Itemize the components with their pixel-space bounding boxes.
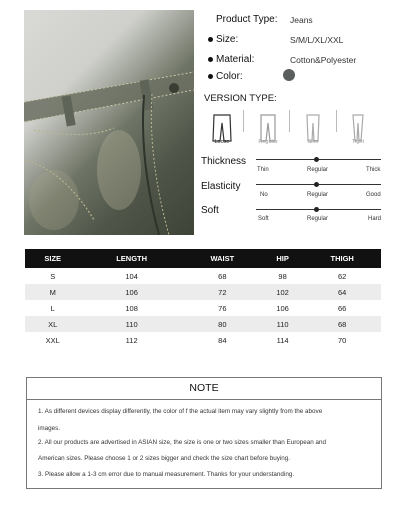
note-box: [26, 377, 382, 489]
table-row: [25, 284, 381, 300]
size-chart-header-row: [25, 249, 381, 268]
table-cell: 70: [338, 335, 347, 345]
material-label: Material:: [216, 54, 255, 65]
table-cell: 106: [80, 284, 183, 300]
version-divider: [336, 110, 337, 132]
note-line: American sizes. Please choose 1 or 2 sizes bigger and check the size chart before buying.: [38, 455, 291, 462]
size-chart-table: [25, 249, 381, 348]
table-cell: XL: [25, 316, 80, 332]
thickness-label: Thickness: [201, 156, 247, 167]
column-header-size: SIZE: [25, 249, 80, 268]
thickness-marker: [314, 157, 319, 162]
version-divider: [243, 110, 244, 132]
table-cell: 104: [125, 271, 138, 281]
note-line: 1. As different devices display differently, the color of f the actual item may vary slightly from the above: [38, 408, 323, 415]
table-cell: 76: [218, 303, 227, 313]
table-cell: 106: [276, 303, 289, 313]
version-label-regular: Regular: [258, 139, 278, 145]
elasticity-label: Elasticity: [201, 181, 241, 192]
table-cell: XXL: [45, 335, 60, 345]
table-cell: 68: [303, 316, 381, 332]
color-label: Color:: [216, 71, 243, 82]
soft-marker: [314, 207, 319, 212]
table-row: [25, 300, 381, 316]
version-divider: [289, 110, 290, 132]
version-label-tight: Tight: [351, 139, 365, 145]
table-row: [25, 332, 381, 348]
table-cell: 80: [183, 316, 262, 332]
table-cell: 72: [183, 284, 262, 300]
column-header-waist: WAIST: [183, 249, 262, 268]
table-cell: 110: [80, 316, 183, 332]
table-cell: 64: [303, 284, 381, 300]
elasticity-marker: [314, 182, 319, 187]
table-cell: 68: [218, 271, 227, 281]
table-row: [25, 268, 381, 284]
size-label: Size:: [216, 34, 239, 45]
note-line: images.: [38, 425, 61, 432]
version-label-slim: Slim: [307, 139, 319, 145]
elasticity-option-mid: Regular: [307, 192, 329, 198]
table-cell: L: [50, 303, 55, 313]
table-cell: 110: [262, 316, 304, 332]
column-header-length: LENGTH: [80, 249, 183, 268]
table-cell: 84: [218, 335, 227, 345]
table-cell: M: [25, 284, 80, 300]
bullet-icon: [208, 57, 213, 62]
thickness-option-mid: Regular: [307, 167, 329, 173]
note-title: NOTE: [27, 378, 381, 400]
note-line: 2. All our products are advertised in ASIAN size, the size is one or two sizes smaller than European and: [38, 439, 327, 446]
table-cell: 66: [338, 303, 347, 313]
material-value: Cotton&Polyester: [290, 55, 357, 65]
soft-option-low: Soft: [258, 216, 269, 222]
soft-option-high: Hard: [368, 216, 382, 222]
table-cell: 62: [338, 271, 347, 281]
size-value: S/M/L/XL/XXL: [290, 35, 344, 45]
version-label-loose: Loose: [214, 139, 230, 145]
column-header-hip: HIP: [262, 249, 304, 268]
thickness-option-high: Thick: [366, 167, 381, 173]
soft-option-mid: Regular: [307, 216, 329, 222]
table-cell: 112: [125, 335, 138, 345]
table-cell: 114: [276, 335, 289, 345]
thickness-option-low: Thin: [257, 167, 269, 173]
table-row: [25, 316, 381, 332]
product-type-value: Jeans: [290, 15, 313, 25]
elasticity-option-high: Good: [366, 192, 381, 198]
table-cell: 108: [125, 303, 138, 313]
product-type-label: Product Type:: [216, 14, 278, 25]
version-type-title: VERSION TYPE:: [204, 93, 277, 104]
table-cell: S: [50, 271, 56, 281]
soft-label: Soft: [201, 205, 219, 216]
elasticity-option-low: No: [260, 192, 268, 198]
column-header-thigh: THIGH: [303, 249, 381, 268]
bullet-icon: [208, 37, 213, 42]
table-cell: 102: [262, 284, 304, 300]
color-swatch: [283, 69, 295, 81]
table-cell: 98: [278, 271, 287, 281]
bullet-icon: [208, 74, 213, 79]
product-photo: [24, 10, 194, 235]
note-line: 3. Please allow a 1-3 cm error due to manual measurement. Thanks for your understanding.: [38, 471, 295, 478]
